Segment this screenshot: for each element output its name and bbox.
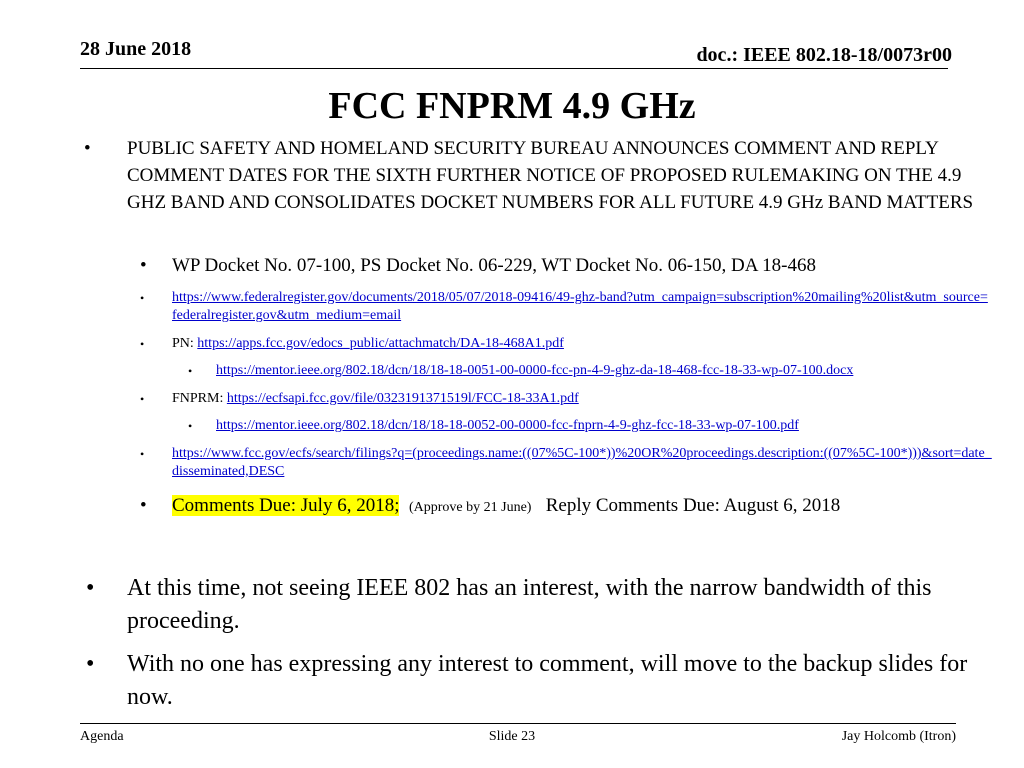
footer-left: Agenda [80, 729, 124, 744]
dockets-text: WP Docket No. 07-100, PS Docket No. 06-229, WT Docket No. 06-150, DA 18-468 [172, 255, 816, 276]
approve-note: (Approve by 21 June) [408, 500, 532, 515]
pn-link[interactable]: https://apps.fcc.gov/edocs_public/attachmatch/DA-18-468A1.pdf [197, 336, 564, 351]
bullet-icon: • [188, 364, 193, 378]
bullet-fnprm-mentor [188, 417, 1008, 435]
bullet-icon: • [140, 392, 145, 406]
footer-author: Jay Holcomb (Itron) [841, 729, 956, 744]
bullet-icon: • [86, 575, 95, 601]
footer-divider [80, 723, 956, 724]
main-heading-text: PUBLIC SAFETY AND HOMELAND SECURITY BUREAU ANNOUNCES COMMENT AND REPLY COMMENT DATES FOR THE SIXTH FURTHER NOTICE OF PROPOSED RULEMAKING ON THE 4.9 GHZ BAND AND CONSOLIDATES DOCKET NUMBERS FOR ALL FUTURE 4.9 GHz BAND MATTERS [127, 138, 974, 213]
bullet-icon: • [140, 495, 147, 516]
bullet-note-2 [86, 648, 986, 714]
bullet-icon: • [140, 291, 145, 305]
fnprm-label: FNPRM: [172, 391, 227, 406]
bullet-ecfs [140, 445, 1000, 481]
bullet-pn-mentor [188, 362, 1008, 380]
bullet-fnprm [140, 390, 1000, 408]
header-divider [80, 68, 948, 69]
bullet-icon: • [140, 447, 145, 461]
bullet-dockets [140, 252, 1000, 279]
slide-title: FCC FNPRM 4.9 GHz [328, 85, 696, 127]
bullet-icon: • [84, 138, 91, 159]
fnprm-link[interactable]: https://ecfsapi.fcc.gov/file/0323191371519l/FCC-18-33A1.pdf [226, 391, 579, 406]
bullet-fed-register [140, 289, 1000, 325]
note-1-text: At this time, not seeing IEEE 802 has an interest, with the narrow bandwidth of this proceeding. [127, 575, 932, 634]
bullet-icon: • [188, 419, 193, 433]
bullet-icon: • [140, 337, 145, 351]
ecfs-link[interactable]: https://www.fcc.gov/ecfs/search/filings?q=(proceedings.name:((07%5C-100*))%20OR%20proceedings.description:((07%5C-100*)))&sort=date_disseminated,DESC [172, 446, 992, 479]
footer-slide-number: Slide 23 [488, 729, 536, 744]
bullet-main-heading [84, 135, 984, 245]
bullet-icon: • [86, 651, 95, 677]
header-date: 28 June 2018 [80, 38, 192, 60]
bullet-note-1 [86, 572, 986, 638]
bullet-pn [140, 335, 1000, 353]
fed-register-link[interactable]: https://www.federalregister.gov/documents/2018/05/07/2018-09416/49-ghz-band?utm_campaign=subscription%20mailing%20list&utm_source=federalregister.gov&utm_medium=email [172, 290, 988, 323]
bullet-icon: • [140, 255, 147, 276]
reply-due: Reply Comments Due: August 6, 2018 [545, 495, 841, 516]
fnprm-mentor-link[interactable]: https://mentor.ieee.org/802.18/dcn/18/18-18-0052-00-0000-fcc-fnprn-4-9-ghz-fcc-18-33-wp-07-100.pdf [216, 418, 799, 433]
note-2-text: With no one has expressing any interest to comment, will move to the backup slides for now. [127, 651, 968, 710]
header-doc-number: doc.: IEEE 802.18-18/0073r00 [696, 44, 952, 66]
pn-mentor-link[interactable]: https://mentor.ieee.org/802.18/dcn/18/18-18-0051-00-0000-fcc-pn-4-9-ghz-da-18-468-fcc-18-33-wp-07-100.docx [216, 363, 854, 378]
comments-due-highlight: Comments Due: July 6, 2018; [172, 495, 400, 516]
pn-label: PN: [172, 336, 198, 351]
bullet-due-dates [140, 492, 1000, 519]
